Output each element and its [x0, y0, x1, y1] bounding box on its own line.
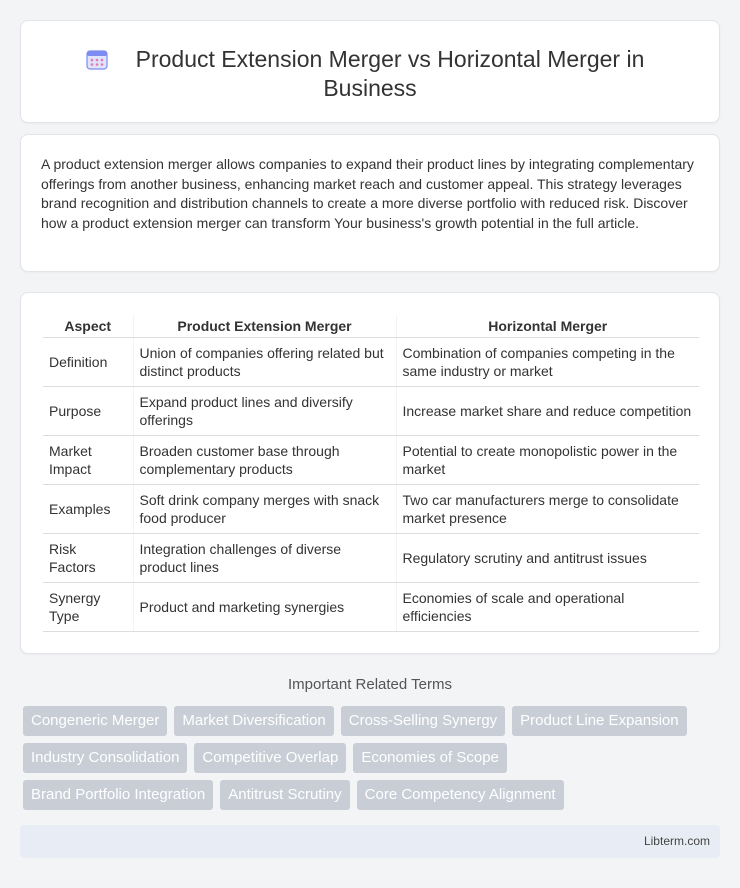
table-cell: Increase market share and reduce competition [396, 386, 699, 435]
table-cell: Broaden customer base through complementary products [133, 435, 396, 484]
table-cell: Union of companies offering related but distinct products [133, 337, 396, 386]
related-term-tag[interactable]: Industry Consolidation [23, 743, 187, 773]
table-cell: Product and marketing synergies [133, 582, 396, 631]
footer-site-link[interactable]: Libterm.com [643, 834, 710, 848]
table-cell: Expand product lines and diversify offerings [133, 386, 396, 435]
table-row [43, 435, 699, 484]
title-line-1: Product Extension Merger vs Horizontal Merger in [135, 46, 645, 72]
related-term-tag[interactable]: Product Line Expansion [512, 706, 686, 736]
tag-row [23, 743, 723, 773]
related-term-tag[interactable]: Economies of Scope [353, 743, 507, 773]
related-term-tag[interactable]: Core Competency Alignment [357, 780, 564, 810]
table-cell: Potential to create monopolistic power in the market [396, 435, 699, 484]
intro-card [20, 134, 720, 272]
table-cell: Economies of scale and operational efficiencies [396, 582, 699, 631]
tag-row [23, 706, 723, 736]
related-term-tag[interactable]: Cross-Selling Synergy [341, 706, 505, 736]
table-row [43, 337, 699, 386]
intro-text: A product extension merger allows companies to expand their product lines by integrating complementary offerings from another business, enhancing market reach and customer appeal. This strategy leverages brand recognition and distribution channels to create a more diverse portfolio with reduced risk. Discover how a product extension merger can transform Your business's growth potential in the full article. [41, 156, 694, 231]
table-row [43, 484, 699, 533]
page-title [21, 45, 719, 103]
table-cell: Integration challenges of diverse product lines [133, 533, 396, 582]
table-cell: Synergy Type [43, 582, 133, 631]
column-header: Aspect [43, 315, 133, 337]
related-terms [23, 706, 723, 817]
table-cell: Market Impact [43, 435, 133, 484]
comparison-table [43, 315, 699, 632]
related-term-tag[interactable]: Congeneric Merger [23, 706, 167, 736]
related-term-tag[interactable]: Competitive Overlap [194, 743, 346, 773]
table-cell: Definition [43, 337, 133, 386]
related-terms-title: Important Related Terms [288, 676, 452, 693]
table-cell: Combination of companies competing in the same industry or market [396, 337, 699, 386]
related-term-tag[interactable]: Antitrust Scrutiny [220, 780, 349, 810]
table-cell: Risk Factors [43, 533, 133, 582]
table-row [43, 533, 699, 582]
related-term-tag[interactable]: Market Diversification [174, 706, 333, 736]
table-row [43, 582, 699, 631]
footer [20, 825, 720, 858]
comparison-card [20, 292, 720, 654]
title-line-2: Business [323, 75, 417, 101]
column-header: Horizontal Merger [396, 315, 699, 337]
table-cell: Examples [43, 484, 133, 533]
related-term-tag[interactable]: Brand Portfolio Integration [23, 780, 213, 810]
tag-row [23, 780, 723, 810]
table-cell: Regulatory scrutiny and antitrust issues [396, 533, 699, 582]
table-cell: Purpose [43, 386, 133, 435]
column-header: Product Extension Merger [133, 315, 396, 337]
title-card [20, 20, 720, 123]
table-row [43, 386, 699, 435]
table-cell: Soft drink company merges with snack food producer [133, 484, 396, 533]
table-header-row [43, 315, 699, 337]
table-cell: Two car manufacturers merge to consolidate market presence [396, 484, 699, 533]
